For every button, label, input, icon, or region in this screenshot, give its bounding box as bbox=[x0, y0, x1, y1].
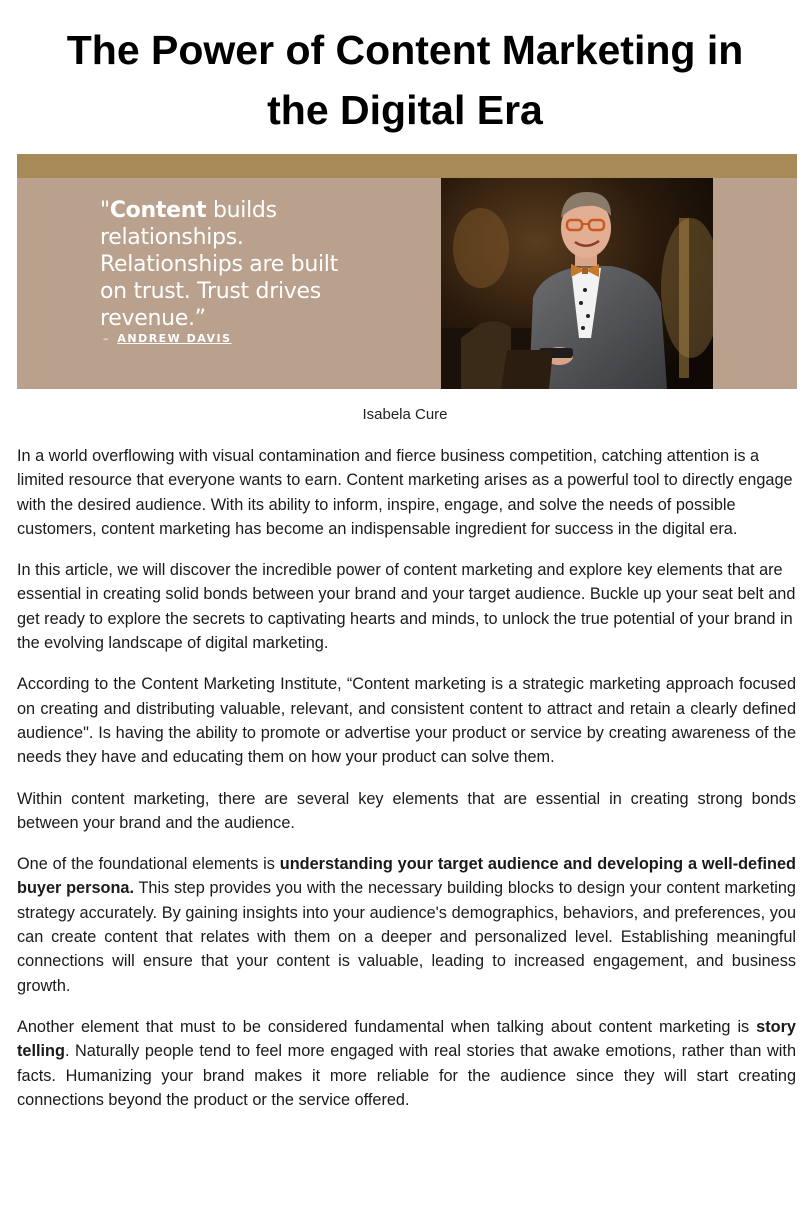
paragraph-5 bbox=[17, 852, 796, 998]
paragraph-6-bold: story telling bbox=[17, 1017, 796, 1061]
paragraph-2: In this article, we will discover the incredible power of content marketing and explore key elements that are essential in creating solid bonds between your brand and your target audience. Buckle up your seat belt and get ready to explore the secrets to captivating hearts and minds, to unlock the true potential of your brand in the evolving landscape of digital marketing. bbox=[17, 561, 796, 653]
quote-text: builds relationships. Relationships are built on trust. Trust drives revenue.” bbox=[100, 198, 338, 331]
quote-author bbox=[103, 332, 232, 345]
hero-quote bbox=[100, 197, 370, 332]
quote-author-name: ANDREW DAVIS bbox=[117, 332, 232, 345]
paragraph-5-text-a: One of the foundational elements is bbox=[17, 855, 280, 874]
quote-author-dash: – bbox=[103, 332, 110, 345]
hero-banner bbox=[17, 154, 797, 389]
image-caption: Isabela Cure bbox=[362, 406, 448, 423]
quote-open-mark: " bbox=[100, 198, 110, 223]
article-title-line-2: the Digital Era bbox=[267, 87, 543, 133]
paragraph-5-text-c: This step provides you with the necessary building blocks to design your content marketing strategy accurately. By gaining insights into your audience's demographics, behaviors, and preferences, you can create content that relates with them on a deeper and personalized level. Establishing meaningful connections will ensure that your content is valuable, leading to increased engagement, and business growth. bbox=[17, 879, 796, 995]
article-title bbox=[0, 0, 810, 140]
quote-bold-word: Content bbox=[109, 198, 207, 223]
paragraph-5-bold: understanding your target audience and developing a well-defined buyer persona. bbox=[17, 855, 797, 898]
paragraph-6-text-c: . Naturally people tend to feel more engaged with real stories that awake emotions, rather than with facts. Humanizing your brand makes it more reliable for the audience since they will start creating connections beyond the product or the service offered. bbox=[17, 1042, 796, 1109]
paragraph-6-text-a: Another element that must to be considered fundamental when talking about content marketing is bbox=[17, 1017, 757, 1036]
paragraph-6 bbox=[17, 1015, 796, 1112]
paragraph-1: In a world overflowing with visual contamination and fierce business competition, catching attention is a limited resource that everyone wants to earn. Content marketing arises as a powerful tool to directly engage with the desired audience. With its ability to inform, inspire, engage, and solve the needs of possible customers, content marketing has become an indispensable ingredient for success in the digital era. bbox=[17, 447, 793, 538]
hero-top-band bbox=[17, 154, 797, 178]
article-body bbox=[17, 444, 796, 1129]
paragraph-4: Within content marketing, there are several key elements that are essential in creating strong bonds between your brand and the audience. bbox=[17, 789, 796, 832]
article-title-line-1: The Power of Content Marketing in bbox=[66, 27, 744, 73]
paragraph-3: According to the Content Marketing Institute, “Content marketing is a strategic marketing approach focused on creating and distributing valuable, relevant, and consistent content to attract and retain a clearly defined audience". Is having the ability to promote or advertise your product or service by creating awareness of the needs they have and educating them on how your product can solve them. bbox=[17, 675, 796, 767]
speaker-photo bbox=[441, 178, 713, 389]
